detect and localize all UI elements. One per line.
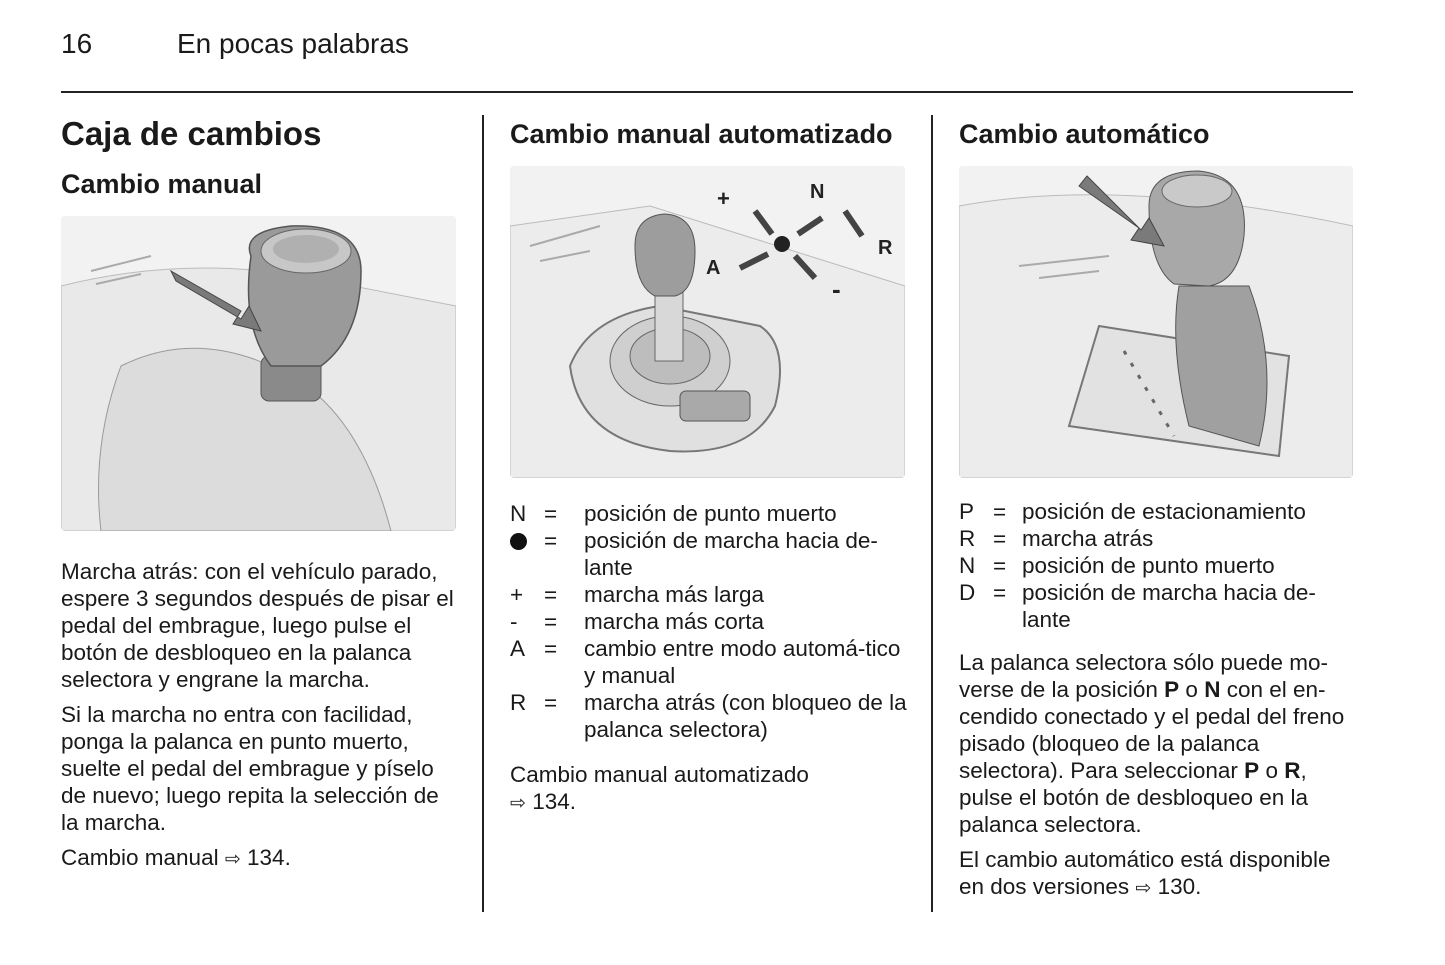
legend-row [510, 581, 908, 608]
legend-row [510, 608, 908, 635]
legend-key: + [510, 582, 524, 607]
legend-key: D [959, 580, 976, 605]
page-number: 16 [61, 28, 93, 59]
legend-value: posición de estacionamiento [1022, 499, 1306, 524]
para1-text-a: La palanca selectora sólo puede mo-verse de la posición [959, 650, 1328, 702]
legend-row [510, 689, 908, 743]
automatic-paragraph-1 [959, 649, 1354, 838]
figure-label-n: N [810, 181, 825, 203]
legend-key: R [510, 690, 527, 715]
legend-equals: = [993, 553, 1007, 578]
legend-row [510, 527, 908, 581]
legend-key: N [959, 553, 976, 578]
gear-p-2: P [1244, 758, 1260, 783]
column-automatic [959, 114, 1354, 902]
automated-ref-text: Cambio manual automatizado [510, 762, 809, 787]
figure-label-a: A [706, 257, 721, 279]
legend-value: cambio entre modo automá-tico y manual [584, 636, 901, 688]
gear-p: P [1164, 677, 1180, 702]
legend-key: - [510, 609, 518, 634]
legend-value: marcha más larga [584, 582, 765, 607]
legend-equals: = [993, 499, 1007, 524]
page-reference-icon: ⇨ [1135, 878, 1152, 899]
legend-key: P [959, 499, 975, 524]
page-header [61, 28, 409, 60]
manual-paragraph-1: Marcha atrás: con el vehículo parado, espere 3 segundos después de pisar el pedal del embrague, luego pulse el botón de desbloqueo en la palanca selectora y engrane la marcha. [61, 559, 454, 692]
legend-row [959, 525, 1354, 552]
manual-ref-page: 134. [247, 845, 291, 870]
legend-value: posición de marcha hacia de-lante [1022, 580, 1316, 632]
legend-row [959, 552, 1354, 579]
legend-equals: = [544, 636, 558, 661]
para1-text-c: , pulse el botón de desbloqueo en la palanca selectora. [959, 758, 1309, 837]
legend-key: R [959, 526, 976, 551]
figure-label-plus: + [717, 186, 730, 211]
page-reference-icon: ⇨ [224, 849, 241, 870]
legend-row [510, 500, 908, 527]
chapter-title: En pocas palabras [177, 28, 409, 59]
drive-position-dot-icon [510, 533, 527, 550]
manual-ref-text: Cambio manual [61, 845, 219, 870]
gear-n: N [1204, 677, 1221, 702]
legend-value: posición de marcha hacia de-lante [584, 528, 878, 580]
gear-r: R [1284, 758, 1301, 783]
legend-row [510, 635, 908, 689]
legend-equals: = [544, 501, 558, 526]
column-automated-manual [510, 114, 908, 817]
para1-or-1: o [1185, 677, 1198, 702]
figure-label-r: R [878, 237, 893, 259]
legend-value: marcha atrás (con bloqueo de la palanca selectora) [584, 690, 907, 742]
header-rule [61, 91, 1353, 93]
automatic-ref-text: El cambio automático está disponible en dos versiones [959, 847, 1331, 899]
column-divider-2 [931, 115, 933, 912]
legend-value: posición de punto muerto [584, 501, 837, 526]
manual-paragraph-2: Si la marcha no entra con facilidad, ponga la palanca en punto muerto, suelte el pedal del embrague y píselo de nuevo; luego repita la selección de la marcha. [61, 702, 439, 835]
automated-gearshift-illustration [510, 166, 905, 478]
page-reference-icon: ⇨ [510, 793, 526, 814]
para1-text-b: con el en-cendido conectado y el pedal del freno pisado (bloqueo de la palanca selectora). Para seleccionar [959, 677, 1345, 783]
column-manual [61, 112, 459, 873]
automatic-ref-page: 130. [1157, 874, 1202, 899]
section-title: Caja de cambios [61, 115, 322, 152]
column-divider-1 [482, 115, 484, 912]
automatic-legend [959, 498, 1354, 633]
manual-reference [61, 844, 459, 873]
legend-row [959, 579, 1354, 633]
manual-gearshift-illustration [61, 216, 456, 531]
legend-equals: = [993, 580, 1007, 605]
automatic-selector-illustration [959, 166, 1353, 478]
automated-legend [510, 500, 908, 743]
legend-value: posición de punto muerto [1022, 553, 1275, 578]
automated-reference [510, 761, 908, 817]
legend-equals: = [544, 582, 558, 607]
legend-equals: = [544, 528, 558, 553]
legend-key: A [510, 636, 526, 661]
automatic-paragraph-2 [959, 846, 1354, 902]
legend-value: marcha atrás [1022, 526, 1154, 551]
automatic-title: Cambio automático [959, 119, 1210, 149]
legend-equals: = [544, 690, 558, 715]
automated-manual-title: Cambio manual automatizado [510, 119, 893, 149]
para1-or-2: o [1265, 758, 1278, 783]
legend-row [959, 498, 1354, 525]
legend-value: marcha más corta [584, 609, 765, 634]
legend-key: N [510, 501, 527, 526]
subsection-title: Cambio manual [61, 169, 263, 199]
legend-equals: = [993, 526, 1007, 551]
figure-label-minus: - [832, 274, 841, 304]
legend-equals: = [544, 609, 558, 634]
legend-key [510, 527, 544, 581]
automated-ref-page: 134. [532, 789, 576, 814]
